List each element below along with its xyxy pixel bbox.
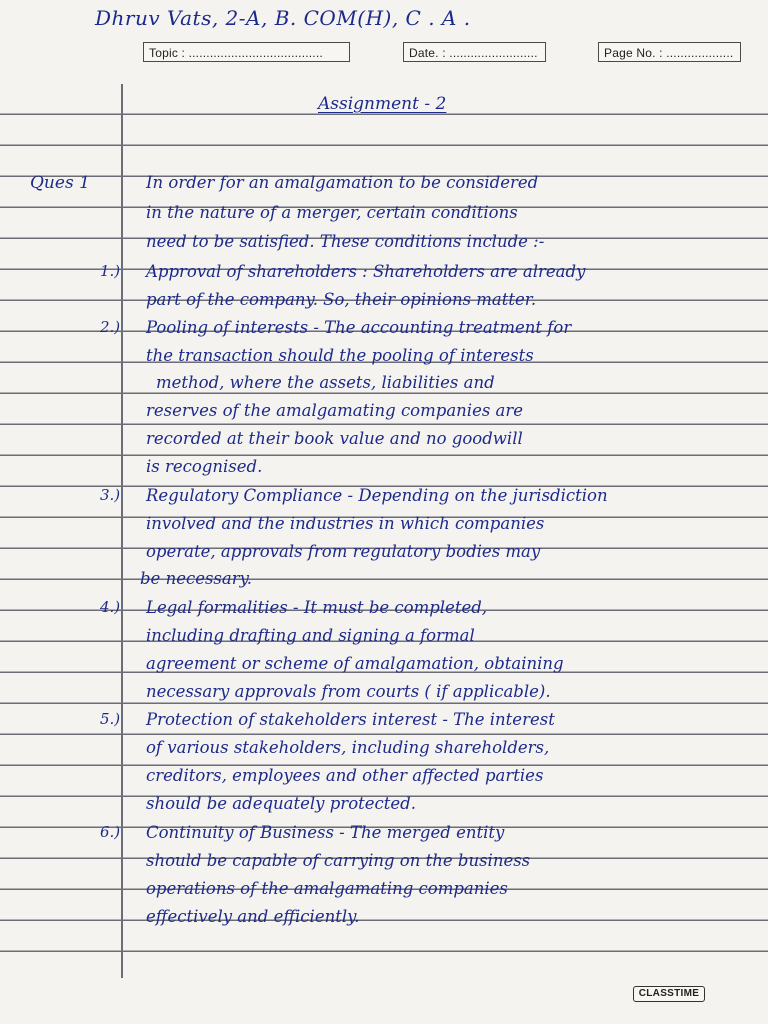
point-line: the transaction should the pooling of interests — [146, 346, 534, 365]
point-line: Continuity of Business - The merged entity — [146, 823, 505, 842]
point-number: 1.) — [100, 262, 121, 280]
point-line: operations of the amalgamating companies — [146, 879, 508, 898]
point-number: 4.) — [100, 598, 121, 616]
point-number: 3.) — [100, 486, 121, 504]
point-line: involved and the industries in which companies — [146, 514, 545, 533]
page-number-label: Page No. : ................... — [604, 46, 734, 60]
topic-field — [143, 42, 350, 62]
point-number: 5.) — [100, 710, 121, 728]
point-line: Protection of stakeholders interest - The interest — [146, 710, 555, 729]
point-line: should be capable of carrying on the business — [146, 851, 531, 870]
margin-line — [121, 84, 123, 980]
point-line: method, where the assets, liabilities and — [156, 373, 495, 392]
point-line: Approval of shareholders : Shareholders are already — [146, 262, 586, 281]
point-line: operate, approvals from regulatory bodies may — [146, 542, 541, 561]
point-line: Pooling of interests - The accounting treatment for — [146, 318, 572, 337]
point-line: creditors, employees and other affected parties — [146, 766, 544, 785]
point-line: agreement or scheme of amalgamation, obtaining — [146, 654, 564, 673]
assignment-title: Assignment - 2 — [318, 94, 447, 114]
intro-line: in the nature of a merger, certain conditions — [146, 203, 518, 222]
point-line: should be adequately protected. — [146, 794, 416, 813]
question-label: Ques 1 — [30, 173, 90, 193]
date-label: Date. : ......................... — [409, 46, 538, 60]
point-line: necessary approvals from courts ( if applicable). — [146, 682, 551, 701]
brand-logo: CLASSTIME — [633, 986, 705, 1002]
topic-label: Topic : ...................................... — [149, 46, 323, 60]
date-field — [403, 42, 546, 62]
point-line: part of the company. So, their opinions matter. — [146, 290, 537, 309]
point-line: reserves of the amalgamating companies are — [146, 401, 524, 420]
point-line: is recognised. — [146, 457, 263, 476]
intro-line: need to be satisfied. These conditions include :- — [146, 232, 545, 251]
point-number: 2.) — [100, 318, 121, 336]
point-line: recorded at their book value and no goodwill — [146, 429, 523, 448]
point-line: effectively and efficiently. — [146, 907, 360, 926]
point-line: Legal formalities - It must be completed, — [146, 598, 488, 617]
point-number: 6.) — [100, 823, 121, 841]
point-line: of various stakeholders, including shareholders, — [146, 738, 550, 757]
point-line: be necessary. — [140, 569, 253, 588]
point-line: Regulatory Compliance - Depending on the jurisdiction — [146, 486, 608, 505]
point-line: including drafting and signing a formal — [146, 626, 475, 645]
intro-line: In order for an amalgamation to be considered — [146, 173, 539, 192]
student-details: Dhruv Vats, 2-A, B. COM(H), C . A . — [95, 6, 471, 30]
page-number-field — [598, 42, 741, 62]
